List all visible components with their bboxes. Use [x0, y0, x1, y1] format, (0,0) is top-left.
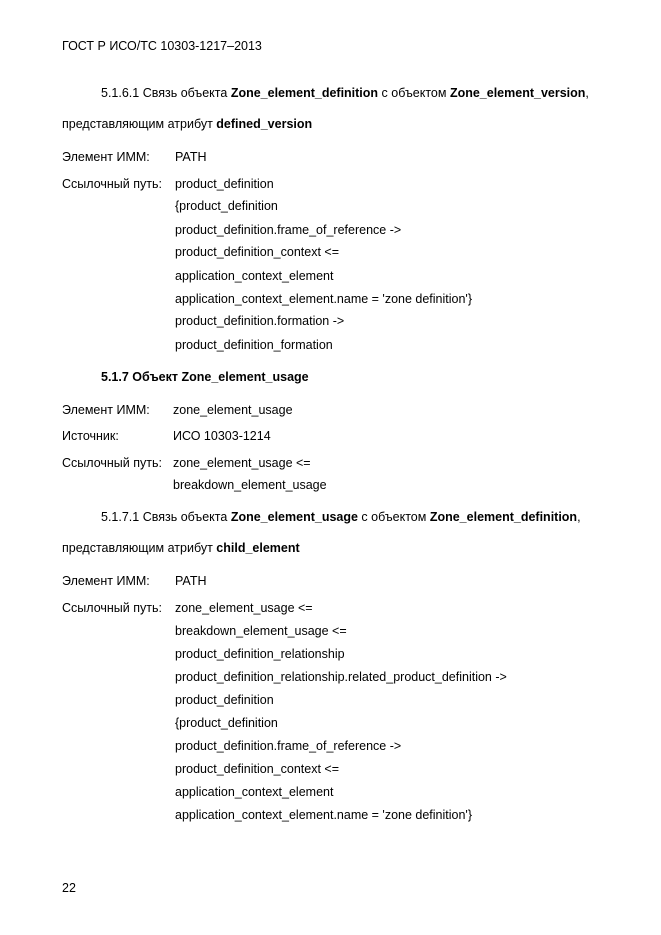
section-number: 5.1.6.1 — [101, 86, 140, 100]
reference-path-line: application_context_element — [175, 785, 334, 799]
reference-path-label: Ссылочный путь: — [62, 177, 162, 191]
reference-path-line: {product_definition — [175, 199, 278, 213]
section-5-1-7-1-heading — [101, 509, 581, 525]
reference-path-label: Ссылочный путь: — [62, 456, 162, 470]
entity-name: Zone_element_version — [449, 86, 586, 100]
reference-path-line: product_definition_formation — [175, 338, 333, 352]
section-5-1-6-1-attribute-line — [62, 116, 312, 132]
section-number: 5.1.7 — [101, 370, 129, 384]
source-value: ИСО 10303-1214 — [173, 429, 271, 443]
section-5-1-6-1-heading — [101, 85, 589, 101]
entity-name: Zone_element_usage — [230, 510, 358, 524]
reference-path-line: breakdown_element_usage — [173, 478, 327, 492]
section-number: 5.1.7.1 — [101, 510, 140, 524]
document-header: ГОСТ Р ИСО/ТС 10303-1217–2013 — [62, 39, 262, 53]
heading-text: Связь объекта — [139, 510, 231, 524]
page-number: 22 — [62, 881, 76, 895]
entity-name: Zone_element_definition — [230, 86, 379, 100]
attribute-text: представляющим атрибут — [62, 117, 217, 131]
reference-path-line: breakdown_element_usage <= — [175, 624, 347, 638]
aim-element-value: zone_element_usage — [173, 403, 293, 417]
reference-path-line: product_definition.frame_of_reference -> — [175, 223, 402, 237]
aim-element-label: Элемент ИММ: — [62, 574, 150, 588]
reference-path-line: application_context_element.name = 'zone definition'} — [175, 808, 472, 822]
attribute-name: defined_version — [216, 117, 313, 131]
reference-path-line: product_definition_relationship.related_product_definition -> — [175, 670, 507, 684]
attribute-text: представляющим атрибут — [62, 541, 217, 555]
heading-text: с объектом — [378, 86, 450, 100]
reference-path-line: zone_element_usage <= — [173, 456, 311, 470]
reference-path-line: {product_definition — [175, 716, 278, 730]
reference-path-line: product_definition.formation -> — [175, 314, 345, 328]
aim-element-label: Элемент ИММ: — [62, 150, 150, 164]
entity-name: Zone_element_usage — [181, 370, 309, 384]
aim-element-value: PATH — [175, 150, 207, 164]
source-label: Источник: — [62, 429, 119, 443]
heading-punct: , — [585, 86, 589, 100]
reference-path-line: product_definition — [175, 177, 274, 191]
reference-path-line: application_context_element.name = 'zone definition'} — [175, 292, 472, 306]
reference-path-label: Ссылочный путь: — [62, 601, 162, 615]
section-5-1-7-heading — [101, 369, 309, 385]
entity-name: Zone_element_definition — [429, 510, 578, 524]
section-5-1-7-1-attribute-line — [62, 540, 300, 556]
reference-path-line: zone_element_usage <= — [175, 601, 313, 615]
aim-element-value: PATH — [175, 574, 207, 588]
reference-path-line: product_definition_relationship — [175, 647, 345, 661]
reference-path-line: product_definition.frame_of_reference -> — [175, 739, 402, 753]
heading-punct: , — [577, 510, 581, 524]
reference-path-line: product_definition_context <= — [175, 245, 340, 259]
reference-path-line: application_context_element — [175, 269, 334, 283]
reference-path-line: product_definition_context <= — [175, 762, 340, 776]
heading-text: Связь объекта — [139, 86, 231, 100]
reference-path-line: product_definition — [175, 693, 274, 707]
heading-text: Объект — [128, 370, 182, 384]
heading-text: с объектом — [357, 510, 430, 524]
aim-element-label: Элемент ИММ: — [62, 403, 150, 417]
attribute-name: child_element — [216, 541, 300, 555]
